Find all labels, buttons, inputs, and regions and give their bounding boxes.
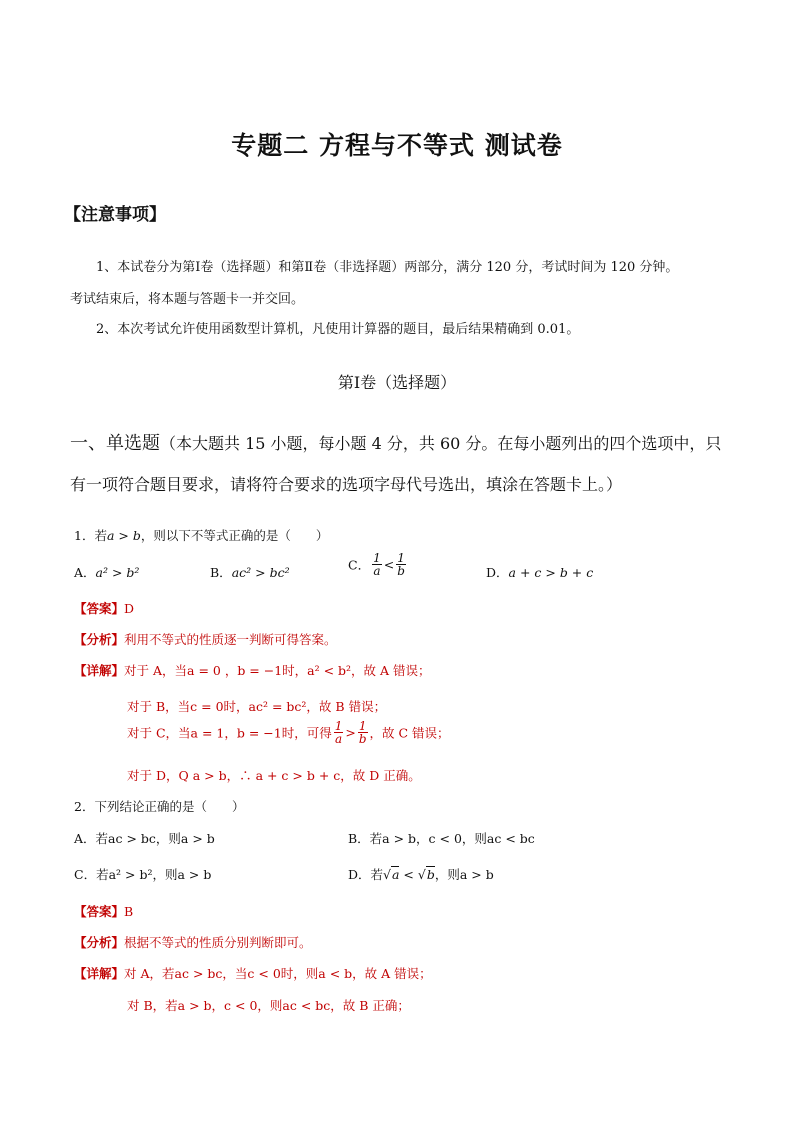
q2-analysis <box>74 933 312 951</box>
q1-option-c-frac-left <box>372 552 382 577</box>
q2-answer-value: B <box>124 904 134 919</box>
page-title: 专题二 方程与不等式 测试卷 <box>231 131 563 160</box>
q2-option-b: B．若a > b，c < 0，则ac < bc <box>348 831 535 846</box>
q2-option-d-sqrt-b: b <box>426 867 435 882</box>
q2-option-d-post: ，则a > b <box>434 867 494 882</box>
q1-option-d-label: D． <box>486 565 509 580</box>
notice-line-2: 2、本次考试允许使用函数型计算机，凡使用计算器的题目，最后结果精确到 0.01。 <box>96 322 580 337</box>
q1-analysis-tag: 【分析】 <box>74 632 125 647</box>
q1-detail-3-frac-1 <box>334 720 344 745</box>
part1-heading-line1 <box>70 429 721 455</box>
q1-option-b-text: ac² > bc² <box>231 565 290 580</box>
notice-line-1a: 1、本试卷分为第Ⅰ卷（选择题）和第Ⅱ卷（非选择题）两部分，满分 120 分，考试时间为 120 分钟。 <box>96 260 679 275</box>
q2-detail-2: 对 B，若a > b，c < 0，则ac < bc，故 B 正确； <box>127 998 410 1013</box>
q1-detail-3-den-1: a <box>334 732 343 746</box>
q2-stem: 2．下列结论正确的是（ ） <box>74 799 245 814</box>
part1-desc-2: 有一项符合题目要求，请将符合要求的选项字母代号选出，填涂在答题卡上。） <box>70 475 623 494</box>
q2-option-d-sqrt-a: a <box>392 867 400 882</box>
q1-option-d-text: a + c > b + c <box>508 565 594 580</box>
q1-detail-3-pre: 对于 C，当a = 1，b = −1时，可得 <box>127 725 332 741</box>
q2-detail <box>74 964 432 982</box>
q1-detail-3-op: > <box>345 725 356 740</box>
q2-option-d: D．若√a < √b，则a > b <box>348 867 494 882</box>
q1-stem-cond: a > b <box>106 528 141 543</box>
q1-option-a-label: A． <box>74 565 96 580</box>
q1-option-c-op: < <box>383 557 395 572</box>
q1-option-c-rhs-num: 1 <box>397 551 405 565</box>
q1-option-c-lhs-num: 1 <box>373 551 381 565</box>
q1-detail-3-num-2: 1 <box>358 719 367 733</box>
q1-option-a-text: a² > b² <box>95 565 140 580</box>
part1-heading: 一、单选题 <box>70 433 160 454</box>
notice-line-1b: 考试结束后，将本题与答题卡一并交回。 <box>70 292 305 307</box>
q1-option-a <box>74 563 139 581</box>
q1-detail <box>74 661 431 679</box>
notice-heading: 【注意事项】 <box>64 205 166 225</box>
q2-answer <box>74 902 133 920</box>
q1-answer-tag: 【答案】 <box>74 601 125 616</box>
q1-answer <box>74 599 134 617</box>
section-title: 第Ⅰ卷（选择题） <box>337 373 457 392</box>
q1-detail-tag: 【详解】 <box>74 663 125 678</box>
q2-analysis-text: 根据不等式的性质分别判断即可。 <box>124 935 312 950</box>
q1-stem-suffix: ，则以下不等式正确的是（ ） <box>140 528 329 543</box>
q2-analysis-tag: 【分析】 <box>74 935 125 950</box>
q1-analysis-text: 利用不等式的性质逐一判断可得答案。 <box>124 632 337 647</box>
q1-detail-2: 对于 B，当c = 0时，ac² = bc²，故 B 错误； <box>127 699 387 714</box>
q2-option-d-mid: < <box>399 867 418 882</box>
q2-option-c: C．若a² > b²，则a > b <box>74 867 212 882</box>
q1-option-c-frac-right <box>396 552 406 577</box>
q1-stem <box>74 526 328 544</box>
q2-answer-tag: 【答案】 <box>74 904 125 919</box>
q1-detail-3-frac-2 <box>358 720 368 745</box>
q1-detail-4: 对于 D，Q a > b，∴ a + c > b + c，故 D 正确。 <box>127 768 421 783</box>
q1-option-d <box>486 563 593 581</box>
q1-detail-3-den-2: b <box>358 732 367 746</box>
q1-option-b <box>210 563 290 581</box>
q2-option-a: A．若ac > bc，则a > b <box>74 831 215 846</box>
q2-detail-tag: 【详解】 <box>74 966 125 981</box>
q1-option-c-rhs-den: b <box>397 564 405 578</box>
part1-desc-1: （本大题共 15 小题，每小题 4 分，共 60 分。在每小题列出的四个选项中，只 <box>160 434 722 453</box>
q1-detail-1: 对于 A，当a = 0 ，b = −1时，a² < b²，故 A 错误； <box>124 663 431 678</box>
q1-answer-value: D <box>124 601 135 616</box>
q1-analysis <box>74 630 337 648</box>
q1-detail-3-num-1: 1 <box>334 719 343 733</box>
q2-option-d-pre: D．若 <box>348 867 384 882</box>
q1-option-b-label: B． <box>210 565 232 580</box>
q1-detail-3 <box>127 720 450 745</box>
q1-option-c <box>348 552 408 577</box>
q1-stem-prefix: 1．若 <box>74 528 107 543</box>
q1-detail-3-post: ，故 C 错误； <box>369 725 450 741</box>
q2-detail-1: 对 A，若ac > bc，当c < 0时，则a < b，故 A 错误； <box>124 966 432 981</box>
q1-option-c-lhs-den: a <box>373 564 381 578</box>
q1-option-c-label: C． <box>348 557 371 573</box>
